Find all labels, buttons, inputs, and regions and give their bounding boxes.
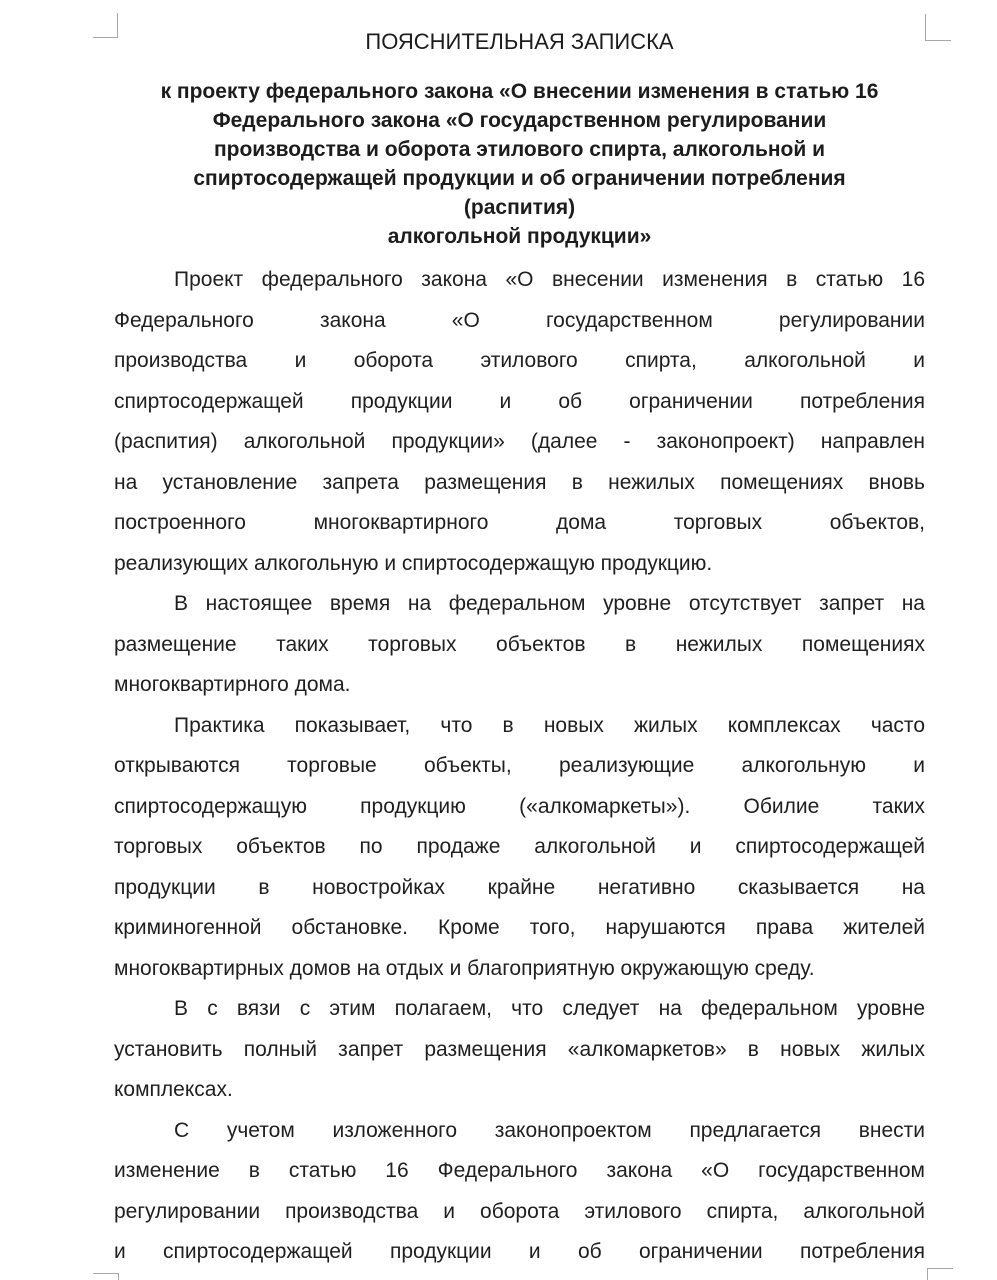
text-line: на установление запрета размещения в нежилых помещениях вновь — [114, 470, 925, 494]
text-line: Практика показывает, что в новых жилых комплексах часто — [174, 713, 925, 737]
body-paragraph — [114, 989, 925, 1111]
text-line: спиртосодержащей продукции и об ограничении потребления — [114, 389, 925, 413]
text-line: построенного многоквартирного дома торговых объектов, — [114, 511, 925, 534]
text-line: С учетом изложенного законопроектом предлагается внести — [174, 1118, 925, 1142]
body-paragraph — [114, 584, 925, 706]
text-line: (распития) алкогольной продукции» (далее - законопроект) направлен — [114, 430, 925, 453]
corner-mark-bottom-left — [93, 1273, 119, 1280]
body-text — [114, 260, 925, 1273]
text-line: многоквартирных домов на отдых и благоприятную окружающую среду. — [114, 956, 815, 980]
text-line: торговых объектов по продаже алкогольной и спиртосодержащей — [114, 835, 925, 858]
subtitle-line: спиртосодержащей продукции и об ограничении потребления — [193, 167, 846, 190]
body-paragraph — [114, 1111, 925, 1273]
text-line: производства и оборота этилового спирта, алкогольной и — [114, 349, 925, 372]
text-line: Федерального закона «О государственном регулировании — [114, 308, 925, 332]
text-line: открываются торговые объекты, реализующие алкогольную и — [114, 754, 925, 777]
corner-mark-bottom-right — [927, 1268, 953, 1280]
text-line: изменение в статью 16 Федерального закона «О государственном — [114, 1159, 925, 1182]
text-line: размещение таких торговых объектов в нежилых помещениях — [114, 632, 925, 656]
page-title: ПОЯСНИТЕЛЬНАЯ ЗАПИСКА — [365, 29, 674, 54]
text-line: комплексах. — [114, 1078, 233, 1101]
text-line: В настоящее время на федеральном уровне отсутствует запрет на — [174, 592, 925, 615]
subtitle-line: алкогольной продукции» — [387, 225, 652, 248]
corner-mark-top-right — [925, 14, 951, 41]
text-line: и спиртосодержащей продукции и об ограничении потребления — [114, 1240, 925, 1263]
body-paragraph — [114, 706, 925, 990]
text-line: Проект федерального закона «О внесении изменения в статью 16 — [174, 268, 925, 291]
document-subtitle — [114, 77, 925, 251]
text-line: регулировании производства и оборота этилового спирта, алкогольной — [114, 1199, 925, 1223]
text-area — [114, 0, 925, 1273]
subtitle-line: (распития) — [463, 196, 576, 219]
subtitle-line: к проекту федерального закона «О внесении изменения в статью 16 — [160, 80, 879, 103]
text-line: В с вязи с этим полагаем, что следует на федеральном уровне — [174, 997, 925, 1020]
text-line: спиртосодержащую продукцию («алкомаркеты»). Обилие таких — [114, 794, 925, 818]
subtitle-line: производства и оборота этилового спирта, алкогольной и — [213, 138, 826, 161]
text-line: установить полный запрет размещения «алкомаркетов» в новых жилых — [114, 1037, 925, 1061]
text-line: многоквартирного дома. — [114, 673, 351, 696]
text-line: продукции в новостройках крайне негативно сказывается на — [114, 875, 925, 899]
body-paragraph — [114, 260, 925, 584]
subtitle-line: Федерального закона «О государственном регулировании — [212, 109, 827, 132]
text-line: реализующих алкогольную и спиртосодержащую продукцию. — [114, 551, 713, 575]
text-line: криминогенной обстановке. Кроме того, нарушаются права жителей — [114, 916, 925, 939]
